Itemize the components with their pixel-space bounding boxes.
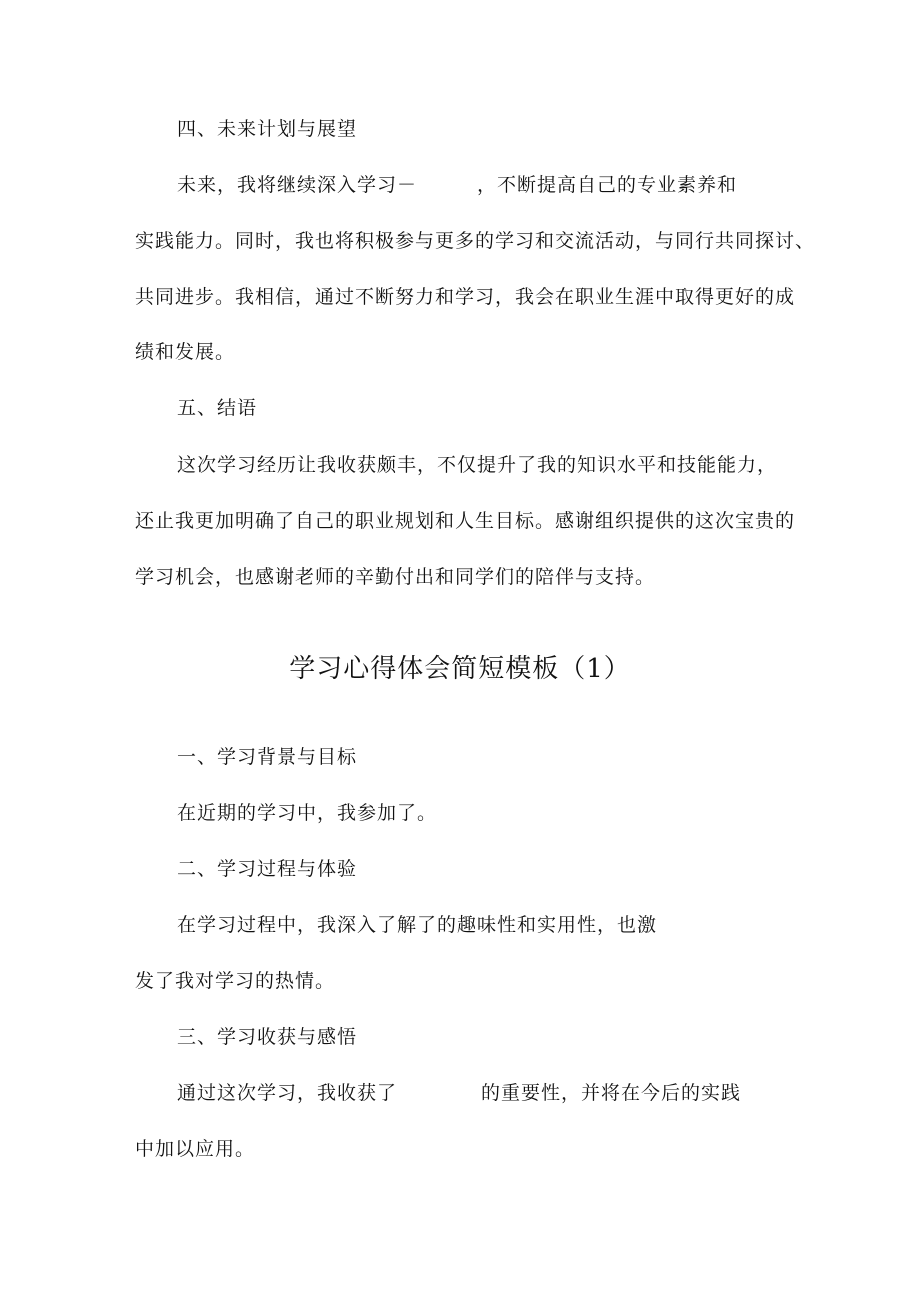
section-4-paragraph-line-1-part-b: ，不断提高自己的专业素养和 [477,174,738,196]
template-section-2-paragraph-line-2: 发了我对学习的热情。 [135,970,336,992]
template-section-3-paragraph-line-2: 中加以应用。 [135,1138,256,1160]
section-4-paragraph-line-1-part-a: 未来，我将继续深入学习－ [177,174,418,196]
template-section-3-paragraph-line-1-part-b: 的重要性，并将在今后的实践 [481,1082,742,1104]
section-4-paragraph-line-3: 共同进步。我相信，通过不断努力和学习，我会在职业生涯中取得更好的成 [135,286,796,308]
section-5-heading: 五、结语 [177,397,258,419]
template-title: 学习心得体会简短模板（1） [289,654,631,684]
section-5-paragraph-line-2: 还止我更加明确了自己的职业规划和人生目标。感谢组织提供的这次宝贵的 [135,510,796,532]
template-section-2-heading: 二、学习过程与体验 [177,858,358,880]
template-section-1-heading: 一、学习背景与目标 [177,746,358,768]
template-section-1-paragraph: 在近期的学习中，我参加了。 [177,802,438,824]
section-5-paragraph-line-3: 学习机会，也感谢老师的辛勤付出和同学们的陪伴与支持。 [135,566,656,588]
template-section-2-paragraph-line-1: 在学习过程中，我深入了解了的趣味性和实用性，也激 [177,914,658,936]
section-5-paragraph-line-1: 这次学习经历让我收获颇丰，不仅提升了我的知识水平和技能能力， [177,454,778,476]
section-4-paragraph-line-2: 实践能力。同时，我也将积极参与更多的学习和交流活动，与同行共同探讨、 [135,230,816,252]
template-section-3-paragraph-line-1 [177,1081,741,1105]
section-4-paragraph-line-1 [177,173,737,197]
section-4-paragraph-line-4: 绩和发展。 [135,341,236,363]
template-section-3-heading: 三、学习收获与感悟 [177,1026,358,1048]
template-section-3-paragraph-line-1-part-a: 通过这次学习，我收获了 [177,1082,398,1104]
section-4-heading: 四、未来计划与展望 [177,118,358,140]
